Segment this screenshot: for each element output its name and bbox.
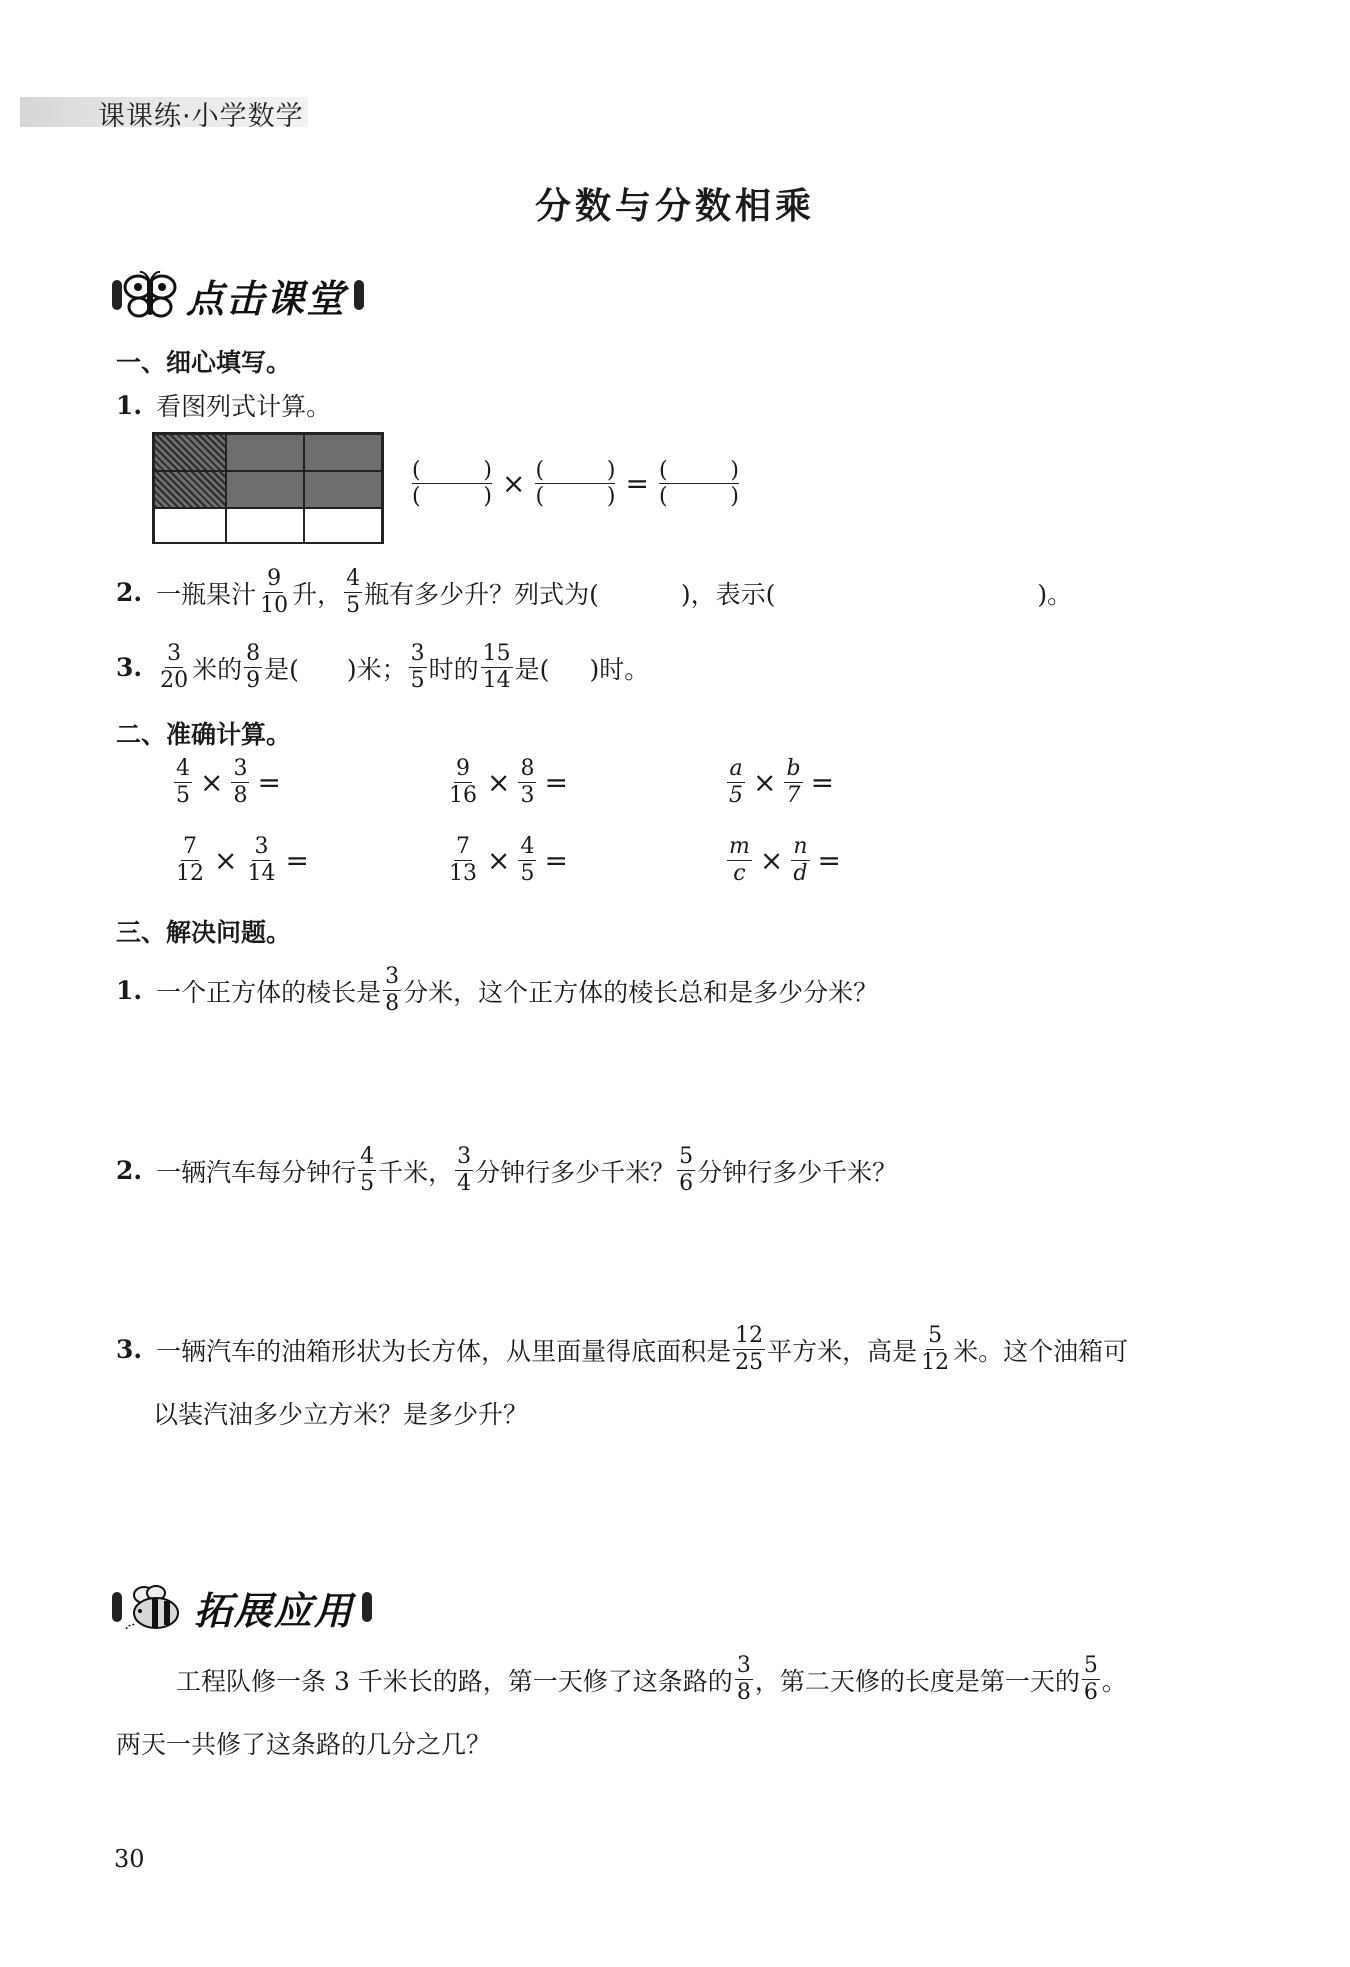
grid-cell-shaded: [226, 471, 304, 508]
text: 米。这个油箱可: [953, 1336, 1129, 1366]
text: 分钟行多少千米？: [697, 1157, 898, 1187]
fraction: $\frac{4}{5}$: [360, 1144, 375, 1196]
part1-q1: [116, 387, 331, 423]
equals-sign: =: [257, 766, 281, 799]
text: ，第二天修的长度是第一天的: [754, 1666, 1080, 1696]
grid-cell-shaded: [226, 434, 304, 471]
calc-expression: [725, 758, 840, 807]
fraction: $\frac{5}{6}$: [1083, 1653, 1098, 1705]
grid-cell-empty: [304, 508, 382, 544]
text: 两天一共修了这条路的几分之几？: [116, 1730, 492, 1759]
fraction: $\frac{3}{5}$: [410, 641, 425, 693]
fraction: $\frac{5}{6}$: [679, 1144, 694, 1196]
equals-sign: =: [544, 766, 568, 799]
equals-sign: =: [810, 766, 835, 799]
blank-fraction[interactable]: ( ) ( ): [658, 458, 739, 509]
extension-problem-continued: [116, 1725, 491, 1761]
section-banner-classroom: [112, 270, 364, 320]
part1-q3: [116, 643, 649, 692]
calc-expression: [725, 836, 847, 885]
part1-q2: [116, 568, 1072, 617]
text: 一瓶果汁: [156, 579, 257, 609]
fraction: $\frac{7}{13}$: [449, 834, 477, 886]
times-sign: ×: [487, 766, 511, 799]
fraction: $\frac{12}{25}$: [735, 1323, 764, 1375]
text: 米的: [192, 654, 243, 684]
fraction: $\frac{3}{4}$: [457, 1144, 472, 1196]
text: 一辆汽车每分钟行: [156, 1157, 357, 1187]
equals-sign: =: [817, 844, 841, 877]
banner-left-cap: [112, 1592, 122, 1622]
fraction: $\frac{3}{14}$: [247, 834, 276, 886]
text: 以装汽油多少立方米？是多少升？: [153, 1400, 529, 1429]
text: 升，: [292, 579, 343, 609]
fraction: $\frac{9}{16}$: [449, 756, 477, 808]
fraction: $\frac{9}{10}$: [260, 566, 289, 618]
question-number: 3.: [116, 653, 143, 682]
equals-sign: =: [285, 844, 309, 877]
text: )。: [1037, 579, 1073, 609]
equals-sign: =: [625, 467, 649, 500]
times-sign: ×: [214, 844, 238, 877]
text: 。: [1101, 1666, 1127, 1696]
fraction: $\frac{8}{3}$: [520, 756, 535, 808]
text: 是(: [264, 654, 299, 684]
text: 平方米，高是: [767, 1336, 918, 1366]
calc-expression: [172, 836, 315, 885]
part1-heading: 一、细心填写。: [116, 348, 292, 377]
text: 分米，这个正方体的棱长总和是多少分米？: [403, 977, 879, 1007]
grid-cell-shaded: [304, 471, 382, 508]
fraction: $\frac{3}{8}$: [233, 756, 248, 808]
text: 瓶有多少升？列式为(: [364, 579, 599, 609]
banner-right-cap: [362, 1592, 372, 1622]
calc-expression: [445, 758, 574, 807]
part3-q3: [116, 1325, 1128, 1374]
blank-fraction[interactable]: ( ) ( ): [412, 458, 492, 509]
times-sign: ×: [759, 844, 784, 877]
text: 一个正方体的棱长是: [156, 977, 382, 1007]
part3-q2: [116, 1146, 897, 1195]
extension-problem: [176, 1655, 1127, 1704]
question-number: 1.: [116, 390, 143, 420]
fraction: $\frac{15}{14}$: [482, 641, 511, 693]
text: )时。: [589, 654, 650, 684]
times-sign: ×: [487, 844, 511, 877]
times-sign: ×: [502, 467, 526, 500]
grid-cell-hatched: [154, 434, 226, 471]
text: 分钟行多少千米？: [475, 1157, 676, 1187]
part3-q1: [116, 966, 878, 1015]
fraction: $\frac{a}{5}$: [729, 756, 743, 808]
banner-right-cap: [354, 280, 364, 310]
fraction: $\frac{7}{12}$: [176, 834, 204, 886]
fraction: $\frac{4}{5}$: [346, 566, 361, 618]
equals-sign: =: [544, 844, 568, 877]
fraction: $\frac{5}{12}$: [921, 1323, 950, 1375]
banner-title-extension: 拓展应用: [194, 1588, 355, 1633]
fraction: $\frac{4}{5}$: [520, 834, 535, 886]
question-number: 3.: [116, 1335, 143, 1364]
fraction: $\frac{n}{d}$: [793, 834, 808, 886]
fraction: $\frac{3}{8}$: [385, 964, 400, 1016]
banner-left-cap: [112, 280, 122, 310]
fraction: $\frac{3}{8}$: [736, 1653, 751, 1705]
blank-fraction-equation: [408, 458, 743, 509]
question-number: 2.: [116, 1156, 143, 1185]
text: 千米，: [378, 1157, 454, 1187]
section-banner-extension: [112, 1582, 372, 1632]
question-text: 看图列式计算。: [156, 392, 332, 421]
fraction: $\frac{8}{9}$: [246, 641, 261, 693]
part3-heading: 三、解决问题。: [116, 918, 292, 947]
fraction: $\frac{3}{20}$: [160, 641, 189, 693]
grid-cell-shaded: [304, 434, 382, 471]
grid-cell-hatched: [154, 471, 226, 508]
bee-icon: [122, 1581, 186, 1633]
butterfly-icon: [122, 269, 178, 321]
calc-expression: [445, 836, 574, 885]
text: )，表示(: [680, 579, 776, 609]
calc-expression: [172, 758, 287, 807]
fraction: $\frac{4}{5}$: [176, 756, 190, 808]
fraction: $\frac{b}{7}$: [786, 756, 801, 808]
times-sign: ×: [200, 766, 224, 799]
text: 工程队修一条 3 千米长的路，第一天修了这条路的: [176, 1666, 733, 1696]
question-number: 1.: [116, 976, 143, 1005]
header-series: 课课练·小学数学: [98, 101, 304, 132]
page-number: 30: [114, 1845, 145, 1873]
banner-title-classroom: 点击课堂: [186, 276, 347, 321]
part3-q3-continued: [153, 1395, 528, 1431]
fraction: $\frac{m}{c}$: [729, 834, 750, 886]
times-sign: ×: [753, 766, 777, 799]
part2-heading: 二、准确计算。: [116, 720, 292, 749]
text: 时的: [428, 654, 479, 684]
fraction-grid-figure: [152, 432, 384, 544]
grid-cell-empty: [226, 508, 304, 544]
page-title: 分数与分数相乘: [534, 186, 815, 227]
text: 是(: [514, 654, 550, 684]
text: )米；: [346, 654, 407, 684]
grid-cell-empty: [154, 508, 226, 544]
blank-fraction[interactable]: ( ) ( ): [535, 458, 616, 509]
question-number: 2.: [116, 578, 143, 607]
text: 一辆汽车的油箱形状为长方体，从里面量得底面积是: [156, 1336, 732, 1366]
